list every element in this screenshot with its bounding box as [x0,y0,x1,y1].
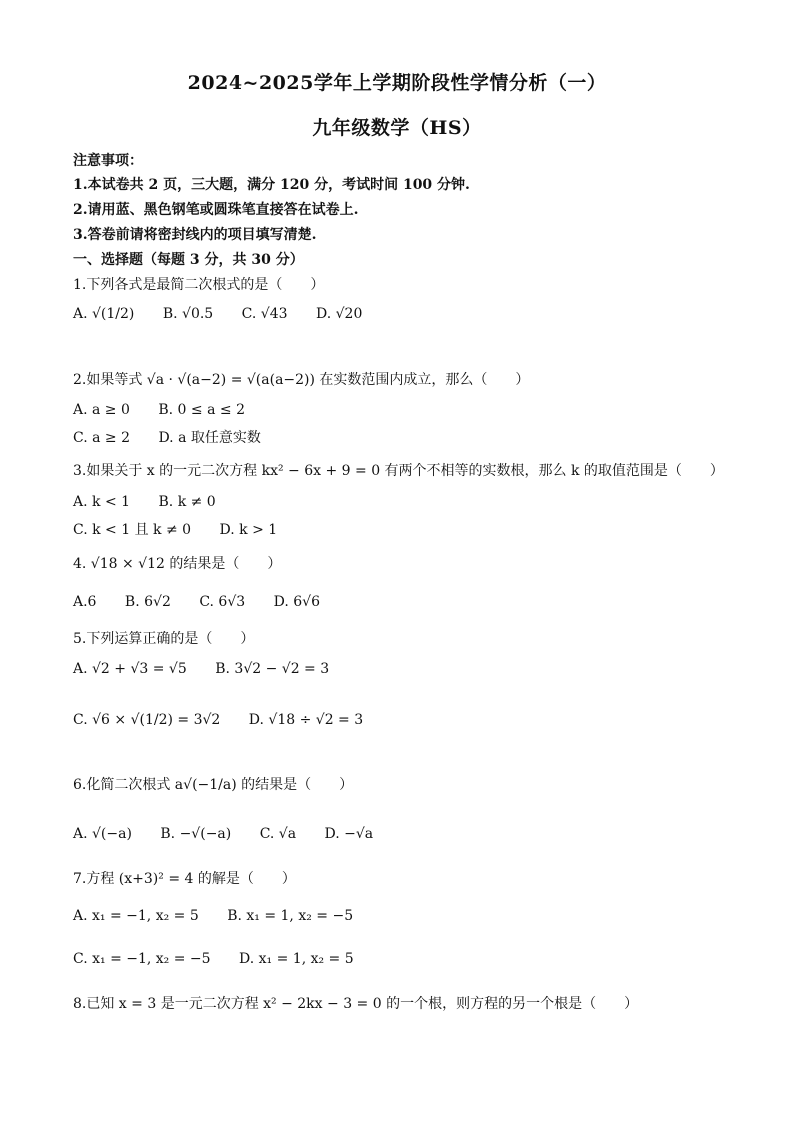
q5-option-c: C. √6 × √(1/2) = 3√2 [73,712,221,728]
question-7-stem: 7.方程 (x+3)² = 4 的解是（ ） [73,871,296,887]
q7-option-c: C. x₁ = −1, x₂ = −5 [73,951,211,967]
q4-option-c: C. 6√3 [199,594,246,610]
question-4-options [73,594,344,610]
question-5-options-row2 [73,712,387,728]
note-item-1: 1.本试卷共 2 页，三大题，满分 120 分，考试时间 100 分钟. [73,177,470,193]
section-heading: 一、选择题（每题 3 分，共 30 分） [73,252,304,268]
question-6-options [73,826,397,842]
q7-option-a: A. x₁ = −1, x₂ = 5 [73,908,199,924]
q2-option-d: D. a 取任意实数 [158,430,261,446]
question-7-options-row1 [73,908,377,924]
question-2-options-row1 [73,402,269,418]
q6-option-c: C. √a [259,826,297,842]
q1-option-a: A. √(1/2) [73,306,135,322]
q3-option-b: B. k ≠ 0 [158,494,216,510]
q6-option-b: B. −√(−a) [160,826,232,842]
q4-option-a: A.6 [73,594,97,610]
question-3-options-row2 [73,519,301,539]
note-item-3: 3.答卷前请将密封线内的项目填写清楚. [73,227,317,243]
q3-option-a: A. k < 1 [73,494,131,510]
question-8-stem: 8.已知 x = 3 是一元二次方程 x² − 2kx − 3 = 0 的一个根，则方程的另一个根是（ ） [73,996,639,1012]
q5-option-a: A. √2 + √3 = √5 [73,661,187,677]
exam-subtitle: 九年级数学（HS） [312,117,482,139]
note-item-2: 2.请用蓝、黑色钢笔或圆珠笔直接答在试卷上. [73,202,359,218]
question-5-options-row1 [73,661,353,677]
question-1-options [73,306,386,322]
notes-heading: 注意事项： [73,153,143,169]
question-1-stem: 1.下列各式是最简二次根式的是（ ） [73,277,325,293]
question-6-stem: 6.化简二次根式 a√(−1/a) 的结果是（ ） [73,777,354,793]
exam-title: 2024~2025学年上学期阶段性学情分析（一） [187,72,607,94]
question-2-options-row2 [73,427,285,447]
q2-option-c: C. a ≥ 2 [73,430,130,446]
question-7-options-row2 [73,951,378,967]
q2-option-a: A. a ≥ 0 [73,402,130,418]
q6-option-d: D. −√a [324,826,374,842]
q4-option-b: B. 6√2 [124,594,171,610]
question-4-stem: 4. √18 × √12 的结果是（ ） [73,556,282,572]
q6-option-a: A. √(−a) [73,826,132,842]
q1-option-c: C. √43 [241,306,288,322]
q5-option-b: B. 3√2 − √2 = 3 [215,661,330,677]
q2-option-b: B. 0 ≤ a ≤ 2 [158,402,245,418]
q3-option-c: C. k < 1 且 k ≠ 0 [73,522,192,538]
q1-option-d: D. √20 [315,306,363,322]
q1-option-b: B. √0.5 [162,306,214,322]
q7-option-d: D. x₁ = 1, x₂ = 5 [239,951,354,967]
question-5-stem: 5.下列运算正确的是（ ） [73,631,255,647]
q7-option-b: B. x₁ = 1, x₂ = −5 [227,908,354,924]
q3-option-d: D. k > 1 [219,522,278,538]
question-3-stem: 3.如果关于 x 的一元二次方程 kx² − 6x + 9 = 0 有两个不相等的实数根，那么 k 的取值范围是（ ） [73,463,724,479]
q5-option-d: D. √18 ÷ √2 = 3 [248,712,364,728]
q4-option-d: D. 6√6 [273,594,320,610]
question-2-stem: 2.如果等式 √a · √(a−2) = √(a(a−2)) 在实数范围内成立，那么（ ） [73,372,530,388]
question-3-options-row1 [73,494,240,510]
